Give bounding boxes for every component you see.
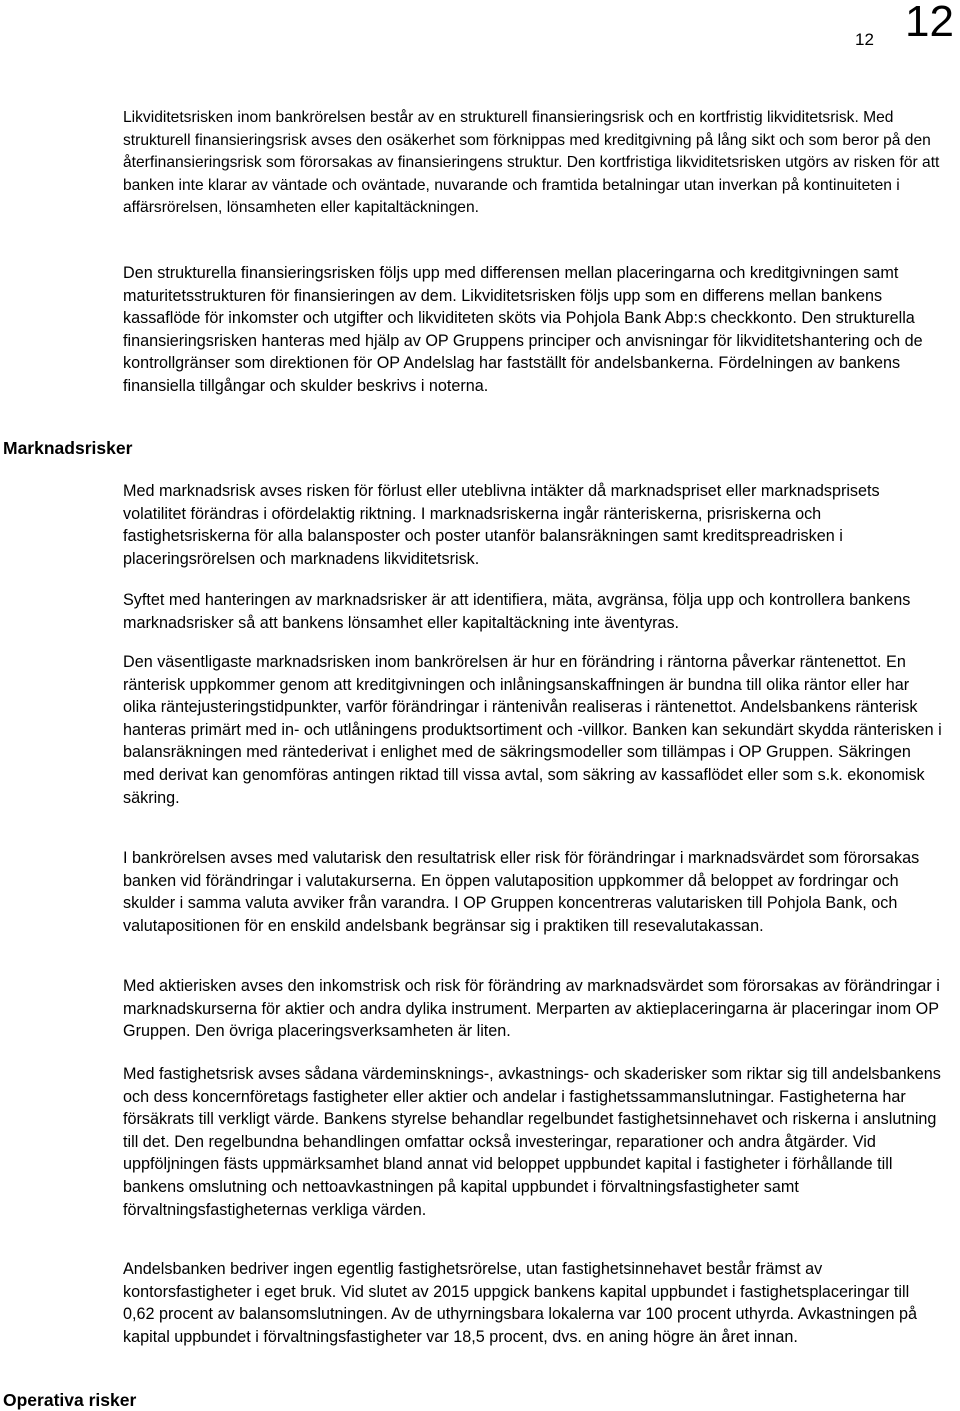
paragraph-real-estate-holdings: Andelsbanken bedriver ingen egentlig fastighetsrörelse, utan fastighetsinnehavet består främst av kontorsfastigheter i eget bruk. Vid slutet av 2015 uppgick bankens kapital uppbundet i fastighetsplaceringar till 0,62 procent av balansomslutningen. Av de uthyrningsbara lokalerna var 100 procent uthyrda. Avkastningen på kapital uppbundet i förvaltningsfastigheter var 18,5 procent, dvs. en aning högre än året innan. [123,1260,918,1346]
paragraph-real-estate-risk: Med fastighetsrisk avses sådana värdeminsknings-, avkastnings- och skaderisker som riktar sig till andelsbankens och dess koncernföretags fastigheter eller aktier och andelar i fastighetssammanslutningar. Fastigheterna har försäkrats till verkligt värde. Bankens styrelse behandlar regelbundet fastighetsinnehavet och riskerna i anslutning till det. Den regelbundna behandlingen omfattar också investeringar, reparationer och andra åtgärder. Vid uppföljningen fästs uppmärksamhet bland annat vid beloppet uppbundet kapital i fastigheter i förhållande till bankens omslutning och nettoavkastningen på kapital uppbundet i förvaltningsfastigheter samt förvaltningsfastigheternas verkliga värden. [123,1065,941,1219]
page-number-small: 12 [855,30,874,49]
paragraph-structural-funding-risk: Den strukturella finansieringsrisken följs upp med differensen mellan placeringarna och kreditgivningen samt maturitetsstrukturen för finansieringen av dem. Likviditetsrisken följs upp som en differens mellan bankens kassaflöde för inkomster och utgifter och likviditeten sköts via Pohjola Bank Abp:s checkkonto. Den strukturella finansieringsrisken hanteras med hjälp av OP Gruppens principer och anvisningar för likviditetshantering och de kontrollgränser som direktionen för OP Andelslag har fastställt för andelsbankerna. Fördelningen av bankens finansiella tillgångar och skulder beskrivs i noterna. [123,264,923,395]
section-heading-operational-risks: Operativa risker [3,1390,137,1410]
paragraph-market-risk-purpose: Syftet med hanteringen av marknadsrisker är att identifiera, mäta, avgränsa, följa upp och kontrollera bankens marknadsrisker så att bankens lönsamhet eller kapitaltäckning inte äventyras. [123,591,911,632]
paragraph-currency-risk: I bankrörelsen avses med valutarisk den resultatrisk eller risk för förändringar i marknadsvärdet som förorsakas banken vid förändringar i valutakurserna. En öppen valutaposition uppkommer då beloppet av fordringar och skulder i samma valuta avviker från varandra. I OP Gruppen koncentreras valutarisken till Pohjola Bank, och valutapositionen för en enskild andelsbank begränsar sig i praktiken till resevalutakassan. [123,849,920,935]
paragraph-market-risk-definition: Med marknadsrisk avses risken för förlust eller uteblivna intäkter då marknadspriset eller marknadsprisets volatilitet förändras i ofördelaktig riktning. I marknadsriskerna ingår ränteriskerna, prisriskerna och fastighetsriskerna för alla balansposter och poster utanför balansräkningen samt kreditspreadrisken i placeringsrörelsen och marknadens likviditetsrisk. [123,482,880,568]
paragraph-liquidity-risk: Likviditetsrisken inom bankrörelsen består av en strukturell finansieringsrisk och en kortfristig likviditetsrisk. Med strukturell finansieringsrisk avses den osäkerhet som förknippas med kreditgivning på lång sikt och som beror på den återfinansieringsrisk som förorsakas av finansieringens struktur. Den kortfristiga likviditetsrisken utgörs av risken för att banken inte klarar av väntade och oväntade, nuvarande och framtida betalningar utan inverkan på kontinuiteten i affärsrörelsen, lönsamheten eller kapitaltäckningen. [123,109,940,217]
page-number-large: 12 [905,0,954,46]
paragraph-interest-rate-risk: Den väsentligaste marknadsrisken inom bankrörelsen är hur en förändring i räntorna påverkar räntenettot. En ränterisk uppkommer genom att kreditgivningen och inlåningsanskaffningen är bundna till olika räntor eller har olika räntejusteringstidpunkter, varför förändringar i räntenivån realiseras i räntenettot. Andelsbankens ränterisk hanteras primärt med in- och utlåningens produktsortiment och -villkor. Banken kan sekundärt skydda ränterisken i balansräkningen med räntederivat i enlighet med de säkringsmodeller som tillämpas i OP Gruppen. Säkringen med derivat kan genomföras antingen riktad till vissa avtal, som säkring av kassaflödet eller som s.k. ekonomisk säkring. [123,653,942,807]
paragraph-equity-risk: Med aktierisken avses den inkomstrisk och risk för förändring av marknadsvärdet som förorsakas av förändringar i marknadskurserna för aktier och andra dylika instrument. Merparten av aktieplaceringarna är placeringar inom OP Gruppen. Den övriga placeringsverksamheten är liten. [123,977,940,1041]
section-heading-market-risks: Marknadsrisker [3,438,133,458]
